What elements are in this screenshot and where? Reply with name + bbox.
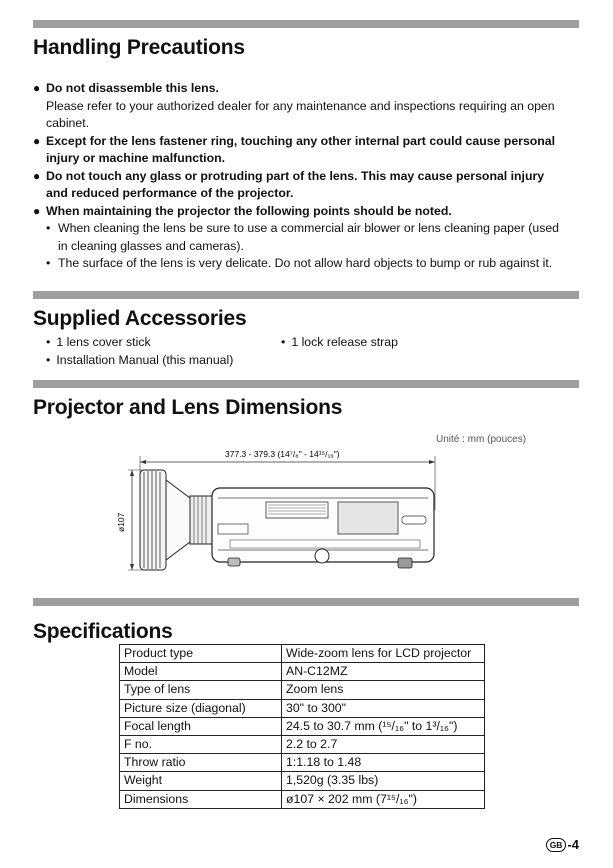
section-title: Specifications bbox=[33, 620, 173, 643]
spec-label: Throw ratio bbox=[120, 754, 282, 772]
spec-value: 2.2 to 2.7 bbox=[282, 735, 485, 753]
spec-label: Type of lens bbox=[120, 681, 282, 699]
sub-bullet-text: in cleaning glasses and cameras). bbox=[58, 238, 244, 253]
spec-value: Zoom lens bbox=[282, 681, 485, 699]
bullet-text: Do not disassemble this lens. bbox=[46, 81, 219, 95]
spec-label: Dimensions bbox=[120, 790, 282, 808]
section-divider bbox=[33, 598, 579, 606]
accessory-text: Installation Manual (this manual) bbox=[56, 353, 234, 367]
unit-note: Unité : mm (pouces) bbox=[436, 434, 527, 445]
bullet-item bbox=[33, 168, 579, 203]
table-row bbox=[120, 717, 485, 735]
bullet-dot-icon: ● bbox=[33, 203, 41, 218]
spec-value: AN-C12MZ bbox=[282, 663, 485, 681]
bullet-dot-icon: ● bbox=[33, 168, 41, 183]
sub-bullet-text: When cleaning the lens be sure to use a commercial air blower or lens cleaning paper (used bbox=[58, 221, 560, 235]
sub-bullet-icon: • bbox=[46, 256, 51, 270]
table-row bbox=[120, 681, 485, 699]
section-title: Handling Precautions bbox=[33, 36, 245, 59]
region-badge: GB bbox=[546, 838, 567, 852]
bullet-text: Please refer to your authorized dealer for any maintenance and inspections requiring an open bbox=[46, 98, 555, 113]
section-divider bbox=[33, 380, 579, 388]
bullet-text: Do not touch any glass or protruding part of the lens. This may cause personal injury bbox=[46, 168, 545, 183]
projector-lens-diagram bbox=[110, 440, 450, 590]
spec-value: 1,520g (3.35 lbs) bbox=[282, 772, 485, 790]
dimensions-section bbox=[33, 380, 579, 418]
section-divider bbox=[33, 291, 579, 299]
accessory-text: 1 lock release strap bbox=[291, 335, 398, 349]
length-dimension-label: 377.3 - 379.3 (14⁷/₈" - 14¹⁵/₁₆") bbox=[225, 449, 340, 459]
sub-bullet-text: The surface of the lens is very delicate. Do not allow hard objects to bump or rub against it. bbox=[58, 256, 553, 270]
spec-value: ø107 × 202 mm (7¹⁵/₁₆") bbox=[282, 790, 485, 808]
spec-label: Product type bbox=[120, 645, 282, 663]
spec-value: 24.5 to 30.7 mm (¹⁵/₁₆" to 1³/₁₆") bbox=[282, 717, 485, 735]
sub-bullet-icon: • bbox=[281, 335, 286, 349]
specifications-table bbox=[119, 644, 485, 809]
table-row bbox=[120, 772, 485, 790]
table-row bbox=[120, 663, 485, 681]
page-number-text: -4 bbox=[567, 837, 579, 852]
table-row bbox=[120, 754, 485, 772]
accessories-section bbox=[33, 291, 579, 329]
section-title: Projector and Lens Dimensions bbox=[33, 396, 343, 419]
spec-label: Picture size (diagonal) bbox=[120, 699, 282, 717]
spec-value: Wide-zoom lens for LCD projector bbox=[282, 645, 485, 663]
bullet-item bbox=[33, 80, 579, 133]
bullet-text: Except for the lens fastener ring, touching any other internal part could cause personal bbox=[46, 133, 556, 148]
accessory-item bbox=[281, 335, 398, 349]
sub-bullet-icon: • bbox=[46, 353, 51, 367]
sub-bullet-item bbox=[33, 255, 579, 273]
table-row bbox=[120, 645, 485, 663]
accessory-text: 1 lens cover stick bbox=[56, 335, 151, 349]
bullet-text: When maintaining the projector the following points should be noted. bbox=[46, 203, 452, 218]
section-divider bbox=[33, 20, 579, 28]
bullet-dot-icon: ● bbox=[33, 133, 41, 148]
table-row bbox=[120, 790, 485, 808]
bullet-text: and reduced performance of the projector. bbox=[46, 186, 294, 200]
specifications-section bbox=[33, 598, 579, 642]
section-title: Supplied Accessories bbox=[33, 307, 247, 330]
handling-section bbox=[33, 20, 579, 58]
sub-bullet-icon: • bbox=[46, 335, 51, 349]
spec-label: Weight bbox=[120, 772, 282, 790]
handling-list bbox=[33, 80, 579, 273]
bullet-item bbox=[33, 133, 579, 168]
spec-label: Focal length bbox=[120, 717, 282, 735]
bullet-item bbox=[33, 203, 579, 221]
spec-label: Model bbox=[120, 663, 282, 681]
sub-bullet-item bbox=[33, 220, 579, 255]
bullet-text: cabinet. bbox=[46, 116, 90, 130]
accessory-item bbox=[46, 335, 151, 349]
bullet-text: injury or machine malfunction. bbox=[46, 151, 226, 165]
diameter-label: ø107 bbox=[116, 512, 126, 532]
sub-bullet-icon: • bbox=[46, 221, 51, 235]
bullet-dot-icon: ● bbox=[33, 81, 41, 95]
accessory-item bbox=[46, 353, 233, 367]
spec-value: 1:1.18 to 1.48 bbox=[282, 754, 485, 772]
table-row bbox=[120, 735, 485, 753]
table-row bbox=[120, 699, 485, 717]
page-number bbox=[546, 837, 579, 852]
spec-value: 30" to 300" bbox=[282, 699, 485, 717]
spec-label: F no. bbox=[120, 735, 282, 753]
